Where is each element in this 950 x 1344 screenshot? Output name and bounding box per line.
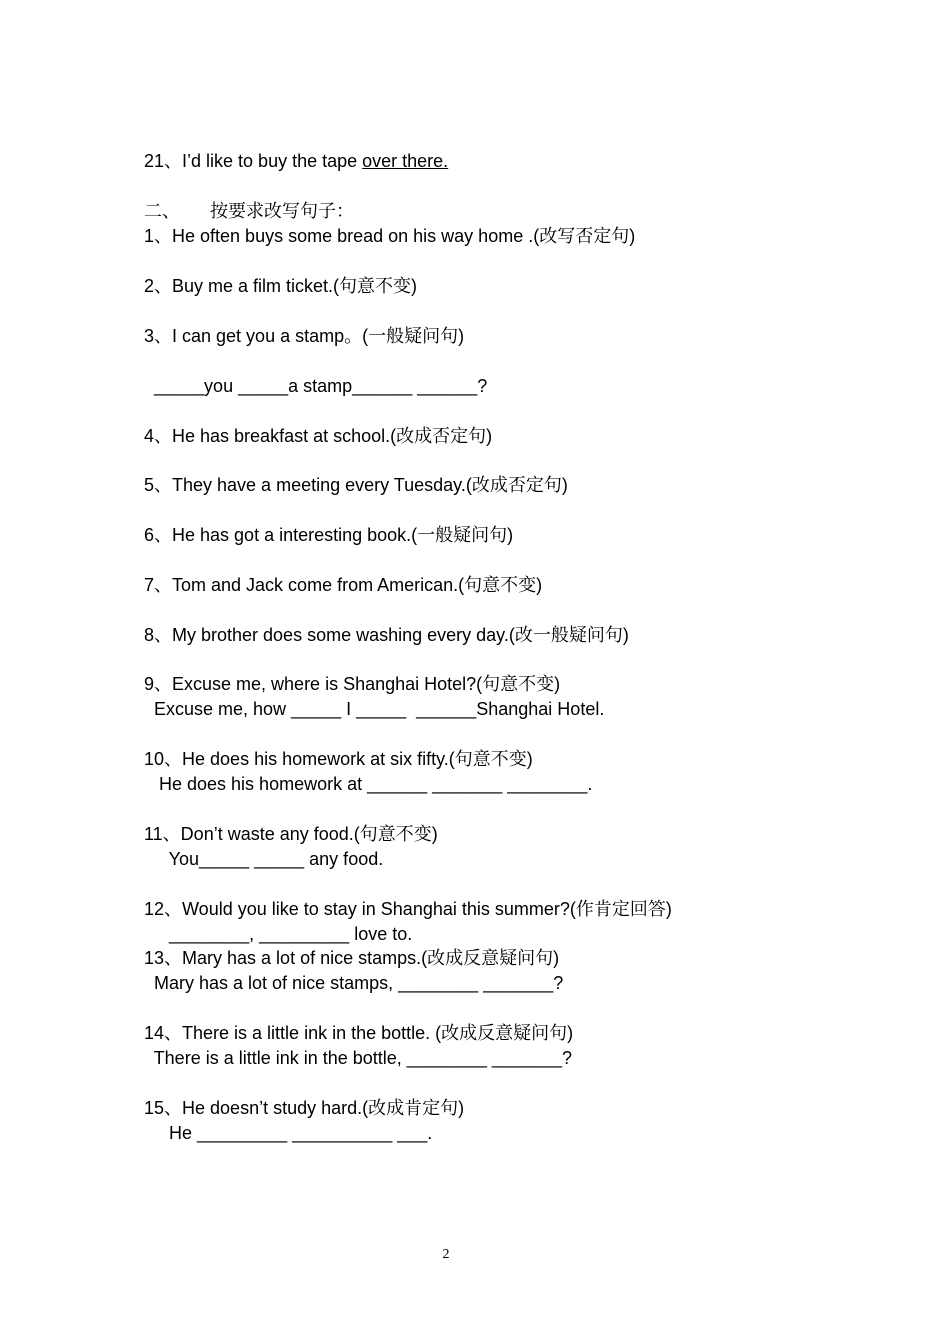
item-11-answer: You_____ _____ any food. — [144, 849, 384, 869]
item-12-answer: ________, _________ love to. — [144, 924, 413, 944]
item-11-prompt: 11、Don’t waste any food.(句意不变) — [144, 824, 438, 844]
question-21-text: 21、I’d like to buy the tape — [144, 151, 363, 171]
item-13-prompt: 13、Mary has a lot of nice stamps.(改成反意疑问句) — [144, 948, 560, 968]
item-9-prompt: 9、Excuse me, where is Shanghai Hotel?(句意不变) — [144, 674, 561, 694]
item-3-prompt: 3、I can get you a stamp。(一般疑问句) — [144, 326, 465, 346]
question-21 — [144, 150, 448, 172]
item-10-prompt: 10、He does his homework at six fifty.(句意不变) — [144, 749, 533, 769]
item-10-answer: He does his homework at ______ _______ ________. — [144, 774, 593, 794]
item-1-prompt: 1、He often buys some bread on his way home .(改写否定句) — [144, 226, 636, 246]
item-3-answer: _____you _____a stamp______ ______? — [144, 376, 488, 396]
item-8-prompt: 8、My brother does some washing every day.(改一般疑问句) — [144, 625, 629, 645]
item-9-answer: Excuse me, how _____ I _____ ______Shanghai Hotel. — [144, 699, 605, 719]
question-21-underlined: over there. — [362, 151, 449, 171]
item-13-answer: Mary has a lot of nice stamps, ________ _______? — [144, 973, 564, 993]
item-4-prompt: 4、He has breakfast at school.(改成否定句) — [144, 426, 493, 446]
item-7-prompt: 7、Tom and Jack come from American.(句意不变) — [144, 575, 543, 595]
item-5-prompt: 5、They have a meeting every Tuesday.(改成否定句) — [144, 475, 568, 495]
item-14-answer: There is a little ink in the bottle, ________ _______? — [144, 1048, 572, 1068]
page-number: 2 — [442, 1247, 450, 1262]
item-12-prompt: 12、Would you like to stay in Shanghai this summer?(作肯定回答) — [144, 899, 672, 919]
item-15-prompt: 15、He doesn’t study hard.(改成肯定句) — [144, 1098, 465, 1118]
section-heading: 二、 按要求改写句子： — [144, 201, 355, 221]
item-2-prompt: 2、Buy me a film ticket.(句意不变) — [144, 276, 418, 296]
item-6-prompt: 6、He has got a interesting book.(一般疑问句) — [144, 525, 514, 545]
item-14-prompt: 14、There is a little ink in the bottle. (改成反意疑问句) — [144, 1023, 574, 1043]
item-15-answer: He _________ __________ ___. — [144, 1123, 433, 1143]
